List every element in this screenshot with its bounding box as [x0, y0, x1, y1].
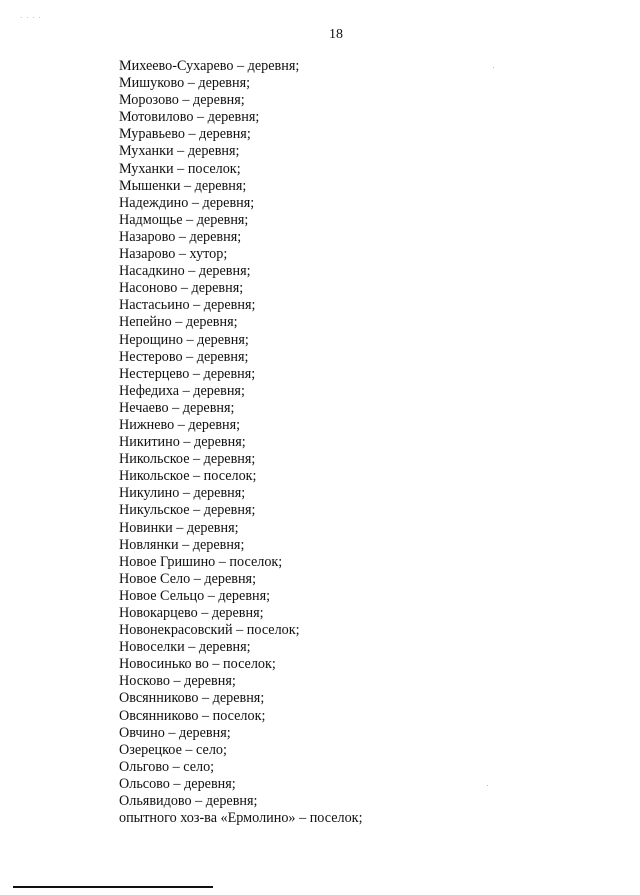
list-item: Морозово – деревня;	[119, 92, 245, 109]
list-item: Муханки – поселок;	[119, 160, 241, 177]
list-item: Мотовилово – деревня;	[119, 109, 260, 126]
scan-marks: · · · ·	[20, 14, 42, 22]
list-item: Михеево-Сухарево – деревня;	[119, 58, 300, 74]
list-item: Носково – деревня;	[119, 673, 236, 690]
list-item: Муханки – деревня;	[119, 143, 240, 160]
list-item: Никитино – деревня;	[119, 434, 246, 451]
list-item: Новое Сельцо – деревня;	[119, 587, 271, 604]
list-item: Никульское – деревня;	[119, 502, 256, 519]
list-item: Никольское – поселок;	[119, 468, 257, 485]
list-item: Назарово – деревня;	[119, 228, 242, 245]
list-item: Овсянниково – деревня;	[119, 690, 265, 707]
list-item: Муравьево – деревня;	[119, 126, 251, 143]
list-item: Надеждино – деревня;	[119, 194, 255, 211]
list-item: Нестерово – деревня;	[119, 348, 249, 365]
list-item: Насадкино – деревня;	[119, 263, 251, 280]
list-item: Новоселки – деревня;	[119, 639, 251, 656]
list-item: Ольявидово – деревня;	[119, 793, 258, 810]
list-item: Назарово – хутор;	[119, 246, 228, 263]
list-item: Ольсово – деревня;	[119, 775, 236, 792]
list-item: Новонекрасовский – поселок;	[119, 622, 300, 639]
scan-speck	[487, 785, 488, 786]
list-item: Насоново – деревня;	[119, 280, 244, 297]
list-item: Надмощье – деревня;	[119, 211, 249, 228]
list-item: Непейно – деревня;	[119, 314, 238, 331]
list-item: Нефедиха – деревня;	[119, 382, 245, 399]
list-item: Мишуково – деревня;	[119, 75, 251, 92]
list-item: Нестерцево – деревня;	[119, 365, 256, 382]
list-item: Никольское – деревня;	[119, 451, 256, 468]
list-item: Овчино – деревня;	[119, 724, 231, 741]
list-item: Новлянки – деревня;	[119, 536, 245, 553]
bottom-rule	[13, 886, 213, 888]
list-item: Овсянниково – поселок;	[119, 707, 266, 724]
list-item: Нечаево – деревня;	[119, 399, 235, 416]
list-item: Новокарцево – деревня;	[119, 605, 264, 621]
list-item: Новинки – деревня;	[119, 519, 239, 536]
scan-speck	[493, 67, 494, 68]
list-item: Ольгово – село;	[119, 758, 215, 775]
list-item: Новое Гришино – поселок;	[119, 553, 283, 570]
list-item: Мышенки – деревня;	[119, 177, 247, 194]
list-item: Новое Село – деревня;	[119, 570, 257, 587]
list-item: опытного хоз-ва «Ермолино» – поселок;	[119, 810, 363, 827]
list-item: Нерощино – деревня;	[119, 331, 249, 348]
list-item: Нижнево – деревня;	[119, 416, 241, 433]
list-item: Настасьино – деревня;	[119, 297, 256, 314]
list-item: Озерецкое – село;	[119, 741, 227, 758]
list-item: Никулино – деревня;	[119, 485, 246, 502]
page-number: 18	[329, 27, 343, 42]
settlement-list	[119, 58, 363, 827]
list-item: Новосинько во – поселок;	[119, 656, 276, 673]
